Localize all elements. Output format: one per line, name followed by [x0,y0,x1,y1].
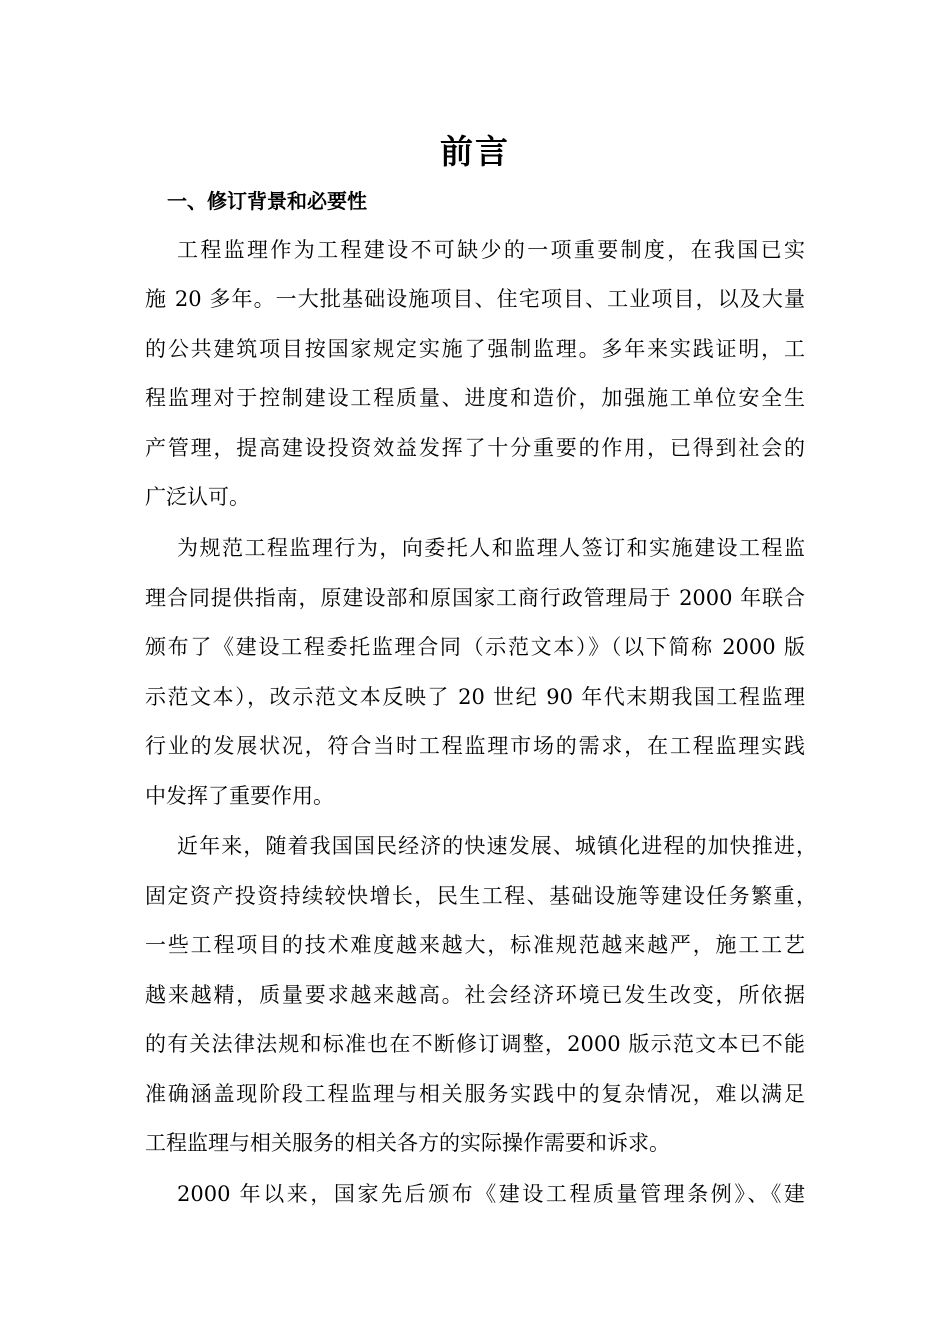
paragraph-line: 程监理对于控制建设工程质量、进度和造价，加强施工单位安全生 [145,386,805,410]
paragraph-line: 颁布了《建设工程委托监理合同（示范文本）》（以下简称 2000 版 [145,635,805,659]
paragraph-line: 近年来，随着我国国民经济的快速发展、城镇化进程的加快推进， [177,834,817,858]
paragraph-line: 示范文本），改示范文本反映了 20 世纪 90 年代末期我国工程监理 [145,685,805,709]
paragraph-line: 行业的发展状况，符合当时工程监理市场的需求，在工程监理实践 [145,734,805,758]
paragraph-line: 产管理，提高建设投资效益发挥了十分重要的作用，已得到社会的 [145,436,805,460]
paragraph-line: 为规范工程监理行为，向委托人和监理人签订和实施建设工程监 [177,536,805,560]
paragraph-line: 一些工程项目的技术难度越来越大，标准规范越来越严，施工工艺 [145,933,805,957]
paragraph-line: 2000 年以来，国家先后颁布《建设工程质量管理条例》、《建 [177,1182,805,1206]
section-heading: 一、修订背景和必要性 [167,189,367,213]
paragraph-line: 广泛认可。 [145,485,250,509]
page-title: 前言 [440,132,510,171]
paragraph-line: 工程监理作为工程建设不可缺少的一项重要制度，在我国已实 [177,238,805,262]
paragraph-line: 准确涵盖现阶段工程监理与相关服务实践中的复杂情况，难以满足 [145,1082,805,1106]
paragraph-line: 越来越精，质量要求越来越高。社会经济环境已发生改变，所依据 [145,983,805,1007]
paragraph-line: 工程监理与相关服务的相关各方的实际操作需要和诉求。 [145,1131,670,1155]
paragraph-line: 理合同提供指南，原建设部和原国家工商行政管理局于 2000 年联合 [145,586,805,610]
paragraph-line: 的有关法律法规和标准也在不断修订调整，2000 版示范文本已不能 [145,1032,805,1056]
paragraph-line: 的公共建筑项目按国家规定实施了强制监理。多年来实践证明，工 [145,337,805,361]
paragraph-line: 中发挥了重要作用。 [145,784,334,808]
paragraph-line: 固定资产投资持续较快增长，民生工程、基础设施等建设任务繁重， [145,884,817,908]
paragraph-line: 施 20 多年。一大批基础设施项目、住宅项目、工业项目，以及大量 [145,287,805,311]
